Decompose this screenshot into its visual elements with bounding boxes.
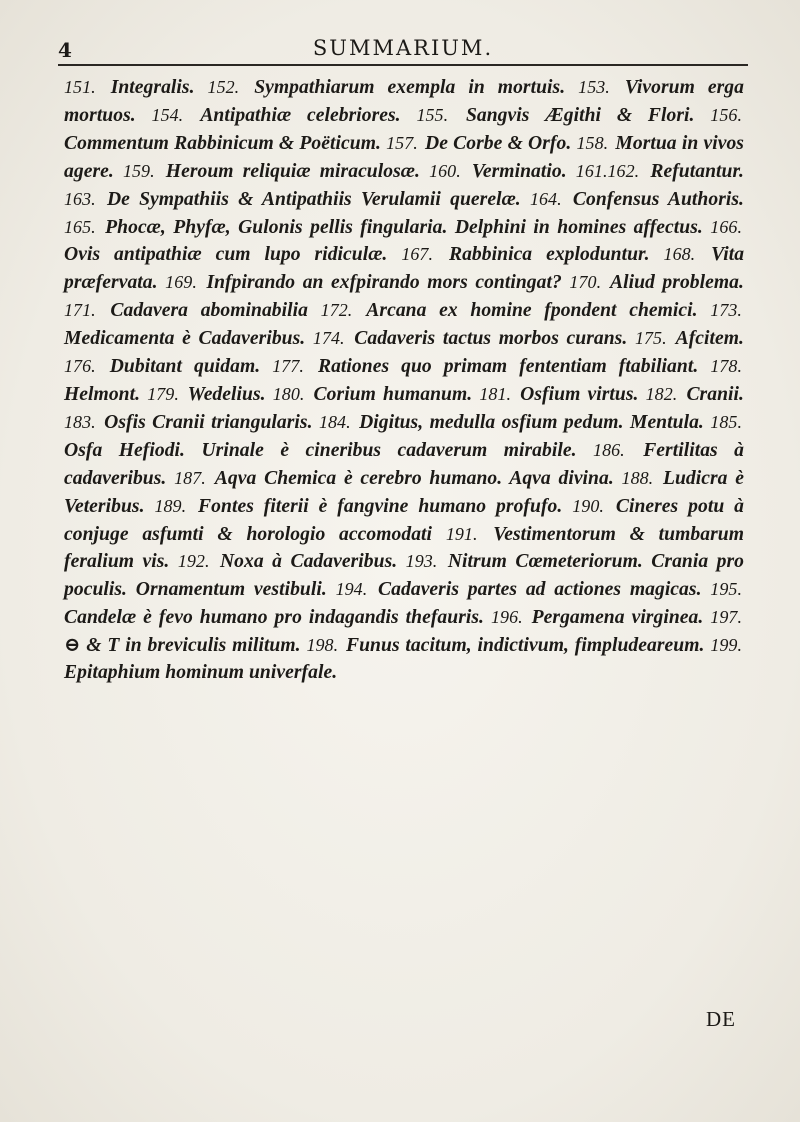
summary-entry [64, 189, 521, 210]
entry-text: Cranii. [686, 383, 744, 405]
summary-entry [152, 105, 401, 126]
summary-entry [429, 161, 567, 182]
entry-number: 157. [386, 132, 418, 153]
entry-number: 184. [318, 411, 351, 432]
summary-entry [646, 384, 744, 405]
summary-entry [336, 579, 702, 600]
entry-text: Aqva Chemica è cerebro humano. [214, 467, 503, 489]
entry-text: Vita præfervata. [64, 244, 745, 294]
entry-number: 191. [445, 523, 478, 544]
entry-number: 152. [207, 77, 240, 97]
entry-number: 154. [151, 104, 184, 125]
entry-text: Antipathiæ celebriores. [200, 104, 401, 126]
entry-text: Vestimentorum & tumbarum feralium vis. [64, 523, 745, 573]
entry-text: De Corbe & Orfo. [425, 132, 572, 154]
entry-text: Commentum Rabbinicum & Poëticum. [64, 132, 381, 154]
entry-text: Mortua in vivos agere. [64, 132, 744, 182]
summary-entry [201, 440, 576, 461]
entry-number: 156. [710, 104, 742, 125]
entry-number: 182. [645, 383, 678, 404]
entry-number: 189. [154, 495, 187, 516]
entry-number: 196. [490, 607, 523, 628]
summary-entry [479, 384, 638, 405]
entry-number: 161.162. [575, 160, 640, 181]
summary-entry [509, 468, 614, 489]
entry-text: Afcitem. [675, 328, 744, 350]
entry-text: Osfium virtus. [520, 383, 639, 405]
entry-number: 176. [64, 356, 96, 377]
entry-text: Refutantur. [650, 160, 745, 182]
entry-text: De Sympathiis & Antipathiis Verulamii querelæ. [106, 188, 521, 210]
entry-text: Helmont. [64, 383, 141, 405]
entry-text: Sangvis Ægithi & Flori. [465, 104, 695, 126]
summary-entry [416, 105, 694, 126]
entry-text: Dubitant quidam. [109, 356, 261, 378]
summary-entry [386, 133, 571, 154]
entry-number: 180. [272, 383, 305, 404]
entry-number: 169. [165, 272, 197, 293]
entry-text: Heroum reliquiæ miraculosæ. [165, 160, 420, 182]
entry-number: 173. [710, 300, 742, 321]
catchword: DE [706, 1007, 736, 1031]
entry-number: 187. [174, 467, 206, 488]
entry-text: Rabbinica exploduntur. [448, 244, 650, 266]
entry-number: 160. [429, 160, 461, 181]
summary-entry [313, 328, 627, 349]
entry-number: 183. [64, 411, 96, 432]
summary-entry [576, 161, 744, 182]
summary-entry [491, 607, 703, 628]
entry-number: 197. [710, 607, 742, 628]
entry-number: 195. [710, 579, 742, 600]
header-rule [58, 64, 748, 66]
summary-entry [165, 272, 562, 293]
entry-text: Vivorum erga mortuos. [64, 77, 744, 126]
page-header [58, 34, 748, 68]
entry-number: 159. [122, 160, 155, 181]
summary-entry [208, 77, 566, 98]
entry-number: 163. [64, 188, 96, 209]
summary-entry [154, 496, 562, 517]
summary-entry [630, 412, 704, 433]
entry-number: 193. [405, 551, 438, 572]
entry-number: 171. [64, 300, 96, 321]
entry-text: Cadaveris tactus morbos curans. [354, 328, 628, 350]
entry-text: Cadavera abominabilia [110, 300, 308, 322]
entry-number: 177. [272, 356, 304, 377]
entry-text: Arcana ex homine fpondent chemici. [366, 300, 698, 322]
summary-entry [401, 244, 649, 265]
entry-text: Infpirando an exfpirando mors contingat? [206, 272, 562, 294]
summary-paragraph [64, 74, 744, 687]
entry-number: 188. [621, 467, 654, 488]
entry-text: Aliud problema. [609, 272, 744, 294]
entry-number: 174. [312, 328, 345, 349]
entry-number: 185. [710, 411, 742, 432]
entry-text: Verminatio. [471, 160, 567, 182]
summary-entry [123, 161, 420, 182]
entry-text: Mentula. [629, 411, 704, 433]
entry-number: 153. [578, 77, 610, 97]
entry-text: Fontes fiterii è fangvine humano profufo. [198, 495, 563, 517]
summary-entry [178, 551, 397, 572]
summary-entry [406, 551, 643, 572]
entry-text: Integralis. [110, 77, 195, 98]
entry-number: 166. [710, 216, 742, 237]
entry-number: 175. [634, 328, 667, 349]
summary-entry [455, 217, 703, 238]
summary-entry [569, 272, 744, 293]
summary-entry [64, 77, 195, 98]
entry-number: 168. [663, 244, 696, 265]
entry-text: Ludicra è Veteribus. [64, 467, 744, 517]
entry-text: Candelæ è fevo humano pro indagandis thefauris. [64, 607, 484, 629]
entry-text: ⊖ & T in breviculis militum. [64, 635, 301, 657]
entry-text: Fertilitas à cadaveribus. [64, 439, 745, 489]
entry-text: Confensus Authoris. [572, 188, 745, 210]
entry-number: 198. [306, 635, 339, 656]
page-number: 4 [58, 38, 72, 62]
summary-entry [64, 356, 260, 377]
entry-number: 158. [576, 132, 609, 153]
summary-entry [64, 412, 313, 433]
entry-text: Cadaveris partes ad actiones magicas. [378, 579, 702, 601]
entry-text: Noxa à Cadaveribus. [219, 551, 398, 573]
entry-text: Medicamenta è Cadaveribus. [64, 328, 306, 350]
entry-number: 190. [572, 495, 604, 516]
entry-number: 199. [710, 635, 743, 656]
entry-number: 186. [593, 439, 625, 460]
entry-text: Nitrum Cœmeteriorum. [447, 551, 643, 573]
entry-text: Delphini in homines affectus. [454, 216, 703, 238]
entry-number: 178. [710, 356, 743, 377]
entry-text: Osfis Cranii triangularis. [104, 411, 313, 433]
entry-text: Pergamena virginea. [531, 607, 704, 629]
summary-entry [306, 635, 704, 656]
entry-number: 194. [335, 579, 368, 600]
entry-text: Cineres potu à conjuge asfumti & horologio accomodati [64, 495, 745, 545]
entry-number: 164. [529, 188, 562, 209]
entry-number: 172. [320, 300, 353, 321]
summary-entry [147, 384, 265, 405]
summary-entry [319, 412, 624, 433]
summary-entry [321, 300, 698, 321]
entry-text: Epitaphium hominum univerfale. [64, 662, 338, 684]
entry-number: 179. [147, 383, 179, 404]
entry-text: Corium humanum. [313, 383, 473, 405]
summary-entry [136, 579, 327, 600]
entry-text: Digitus, medulla osfium pedum. [359, 411, 624, 433]
entry-number: 167. [401, 244, 434, 265]
summary-entry [272, 356, 698, 377]
entry-number: 165. [64, 216, 96, 237]
summary-entry [64, 300, 308, 321]
summary-entry [530, 189, 744, 210]
entry-number: 170. [569, 272, 602, 293]
entry-text: Crania pro poculis. [64, 551, 745, 601]
entry-text: Ornamentum vestibuli. [135, 579, 327, 601]
entry-text: Sympathiarum exempla in mortuis. [254, 77, 566, 98]
entry-text: Osfa Hefiodi. [64, 439, 185, 461]
entry-number: 151. [64, 77, 96, 97]
entry-text: Wedelius. [187, 383, 266, 405]
entry-text: Ovis antipathiæ cum lupo ridiculæ. [64, 244, 388, 266]
entry-text: Aqva divina. [509, 467, 614, 489]
entry-number: 155. [416, 104, 449, 125]
summary-entry [64, 217, 447, 238]
summary-entry [273, 384, 473, 405]
entry-number: 192. [177, 551, 210, 572]
running-head: SUMMARIUM. [312, 36, 494, 60]
entry-text: Rationes quo primam fententiam ftabiliant. [317, 356, 699, 378]
entry-text: Phocæ, Phyfæ, Gulonis pellis fingularia. [105, 216, 448, 238]
entry-text: Urinale è cineribus cadaverum mirabile. [201, 439, 577, 461]
entry-text: Funus tacitum, indictivum, fimpludeareum. [345, 635, 705, 657]
summary-entry [635, 328, 744, 349]
summary-entry [174, 468, 502, 489]
entry-number: 181. [479, 383, 512, 404]
